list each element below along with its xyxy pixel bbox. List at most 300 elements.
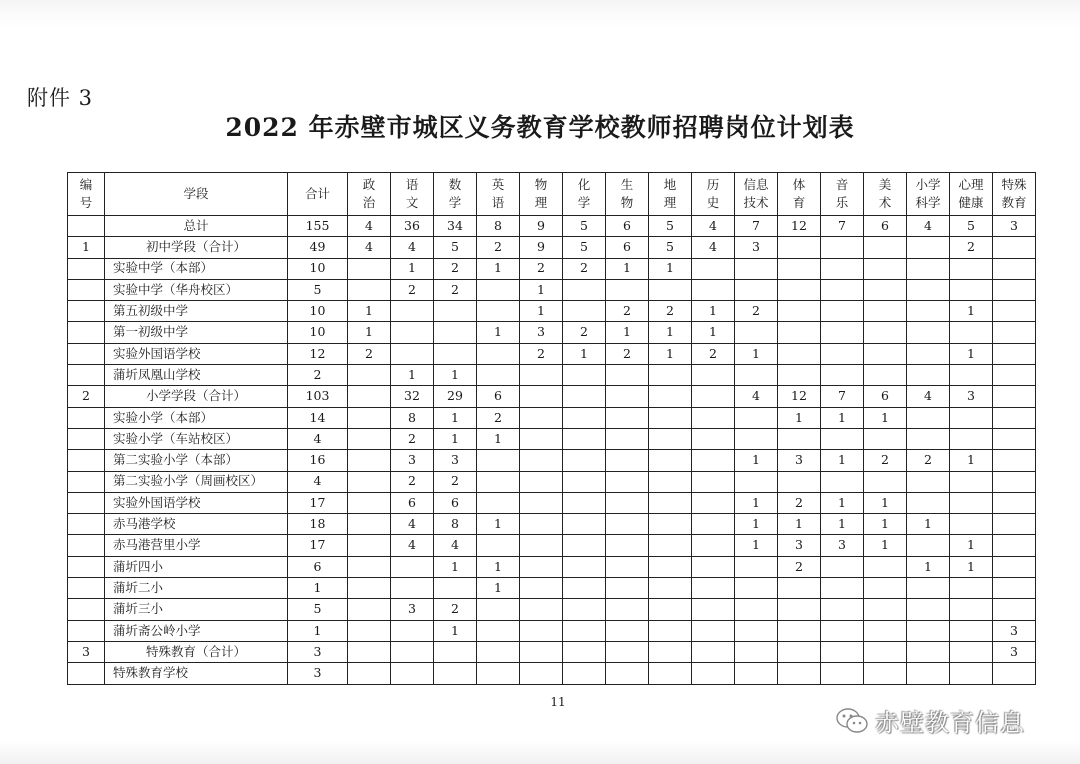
row-total: 49 — [288, 237, 348, 258]
row-cell — [778, 428, 821, 449]
row-cell: 3 — [993, 620, 1036, 641]
row-no — [68, 365, 105, 386]
row-cell — [907, 663, 950, 684]
row-total: 17 — [288, 535, 348, 556]
row-cell — [649, 599, 692, 620]
row-cell — [348, 279, 391, 300]
row-cell: 2 — [606, 301, 649, 322]
row-cell: 3 — [778, 450, 821, 471]
row-cell — [606, 492, 649, 513]
row-cell — [993, 492, 1036, 513]
row-cell: 2 — [477, 407, 520, 428]
row-cell — [821, 428, 864, 449]
row-cell — [993, 428, 1036, 449]
row-cell: 1 — [950, 535, 993, 556]
row-cell: 1 — [348, 322, 391, 343]
row-cell — [606, 514, 649, 535]
row-cell: 2 — [520, 258, 563, 279]
row-cell — [348, 386, 391, 407]
row-cell — [348, 620, 391, 641]
row-cell — [477, 343, 520, 364]
row-cell: 1 — [864, 407, 907, 428]
row-cell: 1 — [778, 407, 821, 428]
table-row — [68, 514, 1036, 535]
row-name: 初中学段（合计） — [105, 237, 288, 258]
row-cell: 3 — [993, 641, 1036, 662]
row-cell: 4 — [391, 237, 434, 258]
row-cell: 5 — [950, 216, 993, 237]
row-cell: 6 — [477, 386, 520, 407]
row-cell — [864, 620, 907, 641]
row-cell — [649, 556, 692, 577]
row-cell: 1 — [907, 556, 950, 577]
row-cell — [348, 556, 391, 577]
row-cell — [950, 641, 993, 662]
header-stage: 学段 — [105, 173, 288, 216]
row-total: 5 — [288, 279, 348, 300]
row-cell — [692, 428, 735, 449]
row-cell — [692, 279, 735, 300]
row-cell: 3 — [735, 237, 778, 258]
row-cell: 3 — [993, 216, 1036, 237]
table-row — [68, 428, 1036, 449]
row-cell — [391, 301, 434, 322]
row-name: 蒲圻四小 — [105, 556, 288, 577]
row-cell — [993, 237, 1036, 258]
row-cell — [563, 599, 606, 620]
row-no — [68, 301, 105, 322]
row-cell: 2 — [735, 301, 778, 322]
row-cell: 8 — [391, 407, 434, 428]
row-cell: 4 — [391, 514, 434, 535]
row-total: 4 — [288, 471, 348, 492]
row-cell — [520, 514, 563, 535]
row-cell — [563, 428, 606, 449]
row-name: 赤马港营里小学 — [105, 535, 288, 556]
row-total: 1 — [288, 620, 348, 641]
table-row — [68, 620, 1036, 641]
row-total: 14 — [288, 407, 348, 428]
row-cell: 1 — [434, 428, 477, 449]
row-cell — [821, 258, 864, 279]
row-cell — [434, 641, 477, 662]
table-row — [68, 663, 1036, 684]
header-subject: 地 理 — [649, 173, 692, 216]
row-cell: 36 — [391, 216, 434, 237]
row-cell — [348, 535, 391, 556]
row-cell — [778, 663, 821, 684]
row-cell: 1 — [950, 556, 993, 577]
row-cell: 12 — [778, 386, 821, 407]
row-cell: 1 — [649, 343, 692, 364]
row-cell: 12 — [778, 216, 821, 237]
header-subject: 特殊 教育 — [993, 173, 1036, 216]
table-row — [68, 237, 1036, 258]
row-name: 实验中学（本部） — [105, 258, 288, 279]
row-cell — [348, 492, 391, 513]
row-cell: 5 — [563, 237, 606, 258]
row-cell — [950, 492, 993, 513]
row-cell: 2 — [563, 322, 606, 343]
header-subject: 数 学 — [434, 173, 477, 216]
row-cell — [778, 301, 821, 322]
row-cell — [778, 237, 821, 258]
row-no — [68, 216, 105, 237]
row-cell — [864, 428, 907, 449]
row-cell — [692, 556, 735, 577]
row-cell: 1 — [649, 322, 692, 343]
row-cell — [821, 322, 864, 343]
row-name: 第二实验小学（本部） — [105, 450, 288, 471]
header-subject: 语 文 — [391, 173, 434, 216]
row-cell — [434, 663, 477, 684]
row-cell: 1 — [821, 407, 864, 428]
row-cell — [778, 620, 821, 641]
page-number: 11 — [550, 695, 566, 709]
row-cell — [391, 556, 434, 577]
row-cell: 2 — [778, 556, 821, 577]
row-no — [68, 578, 105, 599]
row-cell — [520, 620, 563, 641]
row-cell — [692, 407, 735, 428]
row-name: 蒲圻凤凰山学校 — [105, 365, 288, 386]
row-cell — [348, 365, 391, 386]
row-cell: 4 — [391, 535, 434, 556]
row-cell — [606, 407, 649, 428]
row-cell — [692, 663, 735, 684]
row-cell: 1 — [563, 343, 606, 364]
row-total: 10 — [288, 322, 348, 343]
row-cell: 1 — [434, 365, 477, 386]
row-total: 3 — [288, 641, 348, 662]
row-cell — [348, 258, 391, 279]
row-cell — [606, 428, 649, 449]
table-row — [68, 578, 1036, 599]
row-cell — [993, 258, 1036, 279]
row-cell: 3 — [821, 535, 864, 556]
row-name: 实验外国语学校 — [105, 343, 288, 364]
row-cell — [520, 599, 563, 620]
header-subject: 信息 技术 — [735, 173, 778, 216]
row-cell — [864, 237, 907, 258]
row-cell — [434, 301, 477, 322]
row-cell — [821, 365, 864, 386]
row-cell — [735, 641, 778, 662]
row-cell: 1 — [520, 301, 563, 322]
row-cell — [348, 514, 391, 535]
row-cell — [735, 428, 778, 449]
row-cell — [821, 641, 864, 662]
row-no — [68, 492, 105, 513]
row-cell — [692, 365, 735, 386]
row-cell — [606, 620, 649, 641]
row-cell: 4 — [907, 216, 950, 237]
row-cell: 6 — [606, 216, 649, 237]
row-cell — [391, 663, 434, 684]
row-cell — [778, 641, 821, 662]
row-cell — [778, 471, 821, 492]
row-cell — [993, 365, 1036, 386]
row-cell — [649, 450, 692, 471]
row-cell — [692, 471, 735, 492]
row-cell — [520, 471, 563, 492]
header-total: 合计 — [288, 173, 348, 216]
row-cell — [907, 641, 950, 662]
row-cell — [950, 365, 993, 386]
row-total: 17 — [288, 492, 348, 513]
row-cell — [563, 578, 606, 599]
row-cell — [434, 578, 477, 599]
row-cell: 1 — [735, 343, 778, 364]
row-cell — [993, 301, 1036, 322]
row-cell — [606, 599, 649, 620]
row-name: 小学学段（合计） — [105, 386, 288, 407]
row-cell: 4 — [348, 237, 391, 258]
row-cell — [778, 322, 821, 343]
row-no — [68, 556, 105, 577]
row-cell — [692, 386, 735, 407]
row-cell: 1 — [692, 301, 735, 322]
row-cell: 2 — [391, 471, 434, 492]
row-total: 5 — [288, 599, 348, 620]
row-cell: 6 — [864, 216, 907, 237]
row-no — [68, 599, 105, 620]
table-row — [68, 386, 1036, 407]
row-cell — [563, 514, 606, 535]
row-cell — [649, 471, 692, 492]
row-cell — [348, 578, 391, 599]
row-total: 3 — [288, 663, 348, 684]
row-cell: 4 — [434, 535, 477, 556]
row-cell: 2 — [477, 237, 520, 258]
row-cell — [735, 322, 778, 343]
header-subject: 音 乐 — [821, 173, 864, 216]
row-cell — [907, 578, 950, 599]
row-cell: 8 — [477, 216, 520, 237]
row-cell — [649, 365, 692, 386]
row-cell: 3 — [391, 599, 434, 620]
row-total: 10 — [288, 258, 348, 279]
row-cell — [649, 492, 692, 513]
table-header-row — [68, 173, 1036, 216]
row-cell — [993, 663, 1036, 684]
row-no — [68, 322, 105, 343]
row-cell: 2 — [778, 492, 821, 513]
row-name: 总计 — [105, 216, 288, 237]
row-cell: 1 — [606, 322, 649, 343]
row-cell — [563, 620, 606, 641]
row-cell: 2 — [434, 599, 477, 620]
row-cell — [692, 578, 735, 599]
row-cell: 2 — [950, 237, 993, 258]
header-subject: 历 史 — [692, 173, 735, 216]
table-row — [68, 471, 1036, 492]
row-name: 实验中学（华舟校区） — [105, 279, 288, 300]
row-name: 实验小学（本部） — [105, 407, 288, 428]
row-cell: 9 — [520, 237, 563, 258]
row-cell: 1 — [821, 514, 864, 535]
row-cell: 1 — [649, 258, 692, 279]
row-cell — [907, 620, 950, 641]
table-row — [68, 322, 1036, 343]
row-cell — [348, 471, 391, 492]
row-cell — [563, 450, 606, 471]
row-cell: 2 — [391, 279, 434, 300]
row-cell — [907, 428, 950, 449]
row-cell: 2 — [649, 301, 692, 322]
row-no: 2 — [68, 386, 105, 407]
row-cell — [864, 258, 907, 279]
row-cell — [477, 279, 520, 300]
row-cell — [520, 663, 563, 684]
row-cell — [606, 386, 649, 407]
header-subject: 小学 科学 — [907, 173, 950, 216]
row-total: 10 — [288, 301, 348, 322]
row-cell — [821, 301, 864, 322]
row-cell — [778, 343, 821, 364]
row-cell — [821, 343, 864, 364]
table-row — [68, 492, 1036, 513]
row-cell — [563, 556, 606, 577]
row-cell — [950, 407, 993, 428]
row-cell — [778, 578, 821, 599]
row-cell: 1 — [950, 450, 993, 471]
row-cell — [907, 301, 950, 322]
row-name: 蒲圻三小 — [105, 599, 288, 620]
row-cell — [649, 386, 692, 407]
row-cell — [434, 343, 477, 364]
row-cell — [391, 641, 434, 662]
row-cell — [692, 620, 735, 641]
row-cell: 3 — [520, 322, 563, 343]
row-cell: 7 — [821, 386, 864, 407]
row-cell — [907, 471, 950, 492]
row-name: 赤马港学校 — [105, 514, 288, 535]
row-cell — [993, 535, 1036, 556]
table-row — [68, 450, 1036, 471]
row-cell — [477, 663, 520, 684]
row-cell — [993, 599, 1036, 620]
row-cell: 3 — [778, 535, 821, 556]
row-cell — [477, 641, 520, 662]
row-name: 蒲圻斋公岭小学 — [105, 620, 288, 641]
header-subject: 体 育 — [778, 173, 821, 216]
row-cell — [391, 620, 434, 641]
row-cell — [520, 556, 563, 577]
row-cell: 2 — [391, 428, 434, 449]
row-cell — [477, 365, 520, 386]
row-cell: 6 — [434, 492, 477, 513]
row-cell: 2 — [520, 343, 563, 364]
row-total: 2 — [288, 365, 348, 386]
row-cell — [950, 578, 993, 599]
row-cell — [606, 663, 649, 684]
row-cell: 5 — [649, 216, 692, 237]
row-cell — [821, 599, 864, 620]
header-subject: 政 治 — [348, 173, 391, 216]
table-row — [68, 365, 1036, 386]
row-cell — [520, 641, 563, 662]
row-cell: 6 — [391, 492, 434, 513]
row-name: 第一初级中学 — [105, 322, 288, 343]
row-cell — [864, 599, 907, 620]
row-cell — [821, 578, 864, 599]
row-cell — [477, 492, 520, 513]
row-cell — [520, 535, 563, 556]
row-cell: 1 — [692, 322, 735, 343]
row-cell — [864, 365, 907, 386]
row-cell — [606, 578, 649, 599]
row-cell — [778, 258, 821, 279]
row-total: 155 — [288, 216, 348, 237]
row-no — [68, 258, 105, 279]
row-cell: 1 — [520, 279, 563, 300]
row-cell — [907, 492, 950, 513]
row-cell — [950, 428, 993, 449]
row-cell: 6 — [606, 237, 649, 258]
row-cell — [864, 578, 907, 599]
row-no — [68, 663, 105, 684]
row-cell — [993, 471, 1036, 492]
row-cell: 1 — [735, 514, 778, 535]
row-cell — [735, 279, 778, 300]
row-total: 103 — [288, 386, 348, 407]
row-cell — [692, 535, 735, 556]
row-name: 实验小学（车站校区） — [105, 428, 288, 449]
row-cell — [520, 365, 563, 386]
row-cell: 5 — [649, 237, 692, 258]
row-cell — [950, 620, 993, 641]
row-cell: 1 — [477, 258, 520, 279]
row-cell — [864, 663, 907, 684]
row-cell: 1 — [864, 535, 907, 556]
row-cell: 1 — [391, 258, 434, 279]
row-cell — [692, 641, 735, 662]
row-cell — [907, 258, 950, 279]
row-cell — [391, 343, 434, 364]
row-cell — [563, 663, 606, 684]
row-cell — [692, 258, 735, 279]
row-cell: 1 — [735, 535, 778, 556]
row-cell: 5 — [434, 237, 477, 258]
row-cell — [821, 279, 864, 300]
row-cell — [864, 471, 907, 492]
row-cell — [477, 620, 520, 641]
row-cell — [391, 322, 434, 343]
row-total: 18 — [288, 514, 348, 535]
row-cell: 1 — [907, 514, 950, 535]
row-cell: 1 — [477, 428, 520, 449]
row-cell — [993, 407, 1036, 428]
row-no — [68, 471, 105, 492]
row-cell — [348, 428, 391, 449]
row-cell: 1 — [477, 514, 520, 535]
row-cell — [950, 599, 993, 620]
row-cell — [391, 578, 434, 599]
row-cell — [907, 279, 950, 300]
row-cell — [563, 471, 606, 492]
row-cell — [563, 492, 606, 513]
row-cell — [520, 578, 563, 599]
row-cell — [907, 599, 950, 620]
row-cell: 34 — [434, 216, 477, 237]
row-cell — [563, 386, 606, 407]
row-cell — [735, 620, 778, 641]
row-cell: 1 — [477, 556, 520, 577]
row-cell — [993, 450, 1036, 471]
row-cell: 5 — [563, 216, 606, 237]
row-cell — [735, 578, 778, 599]
